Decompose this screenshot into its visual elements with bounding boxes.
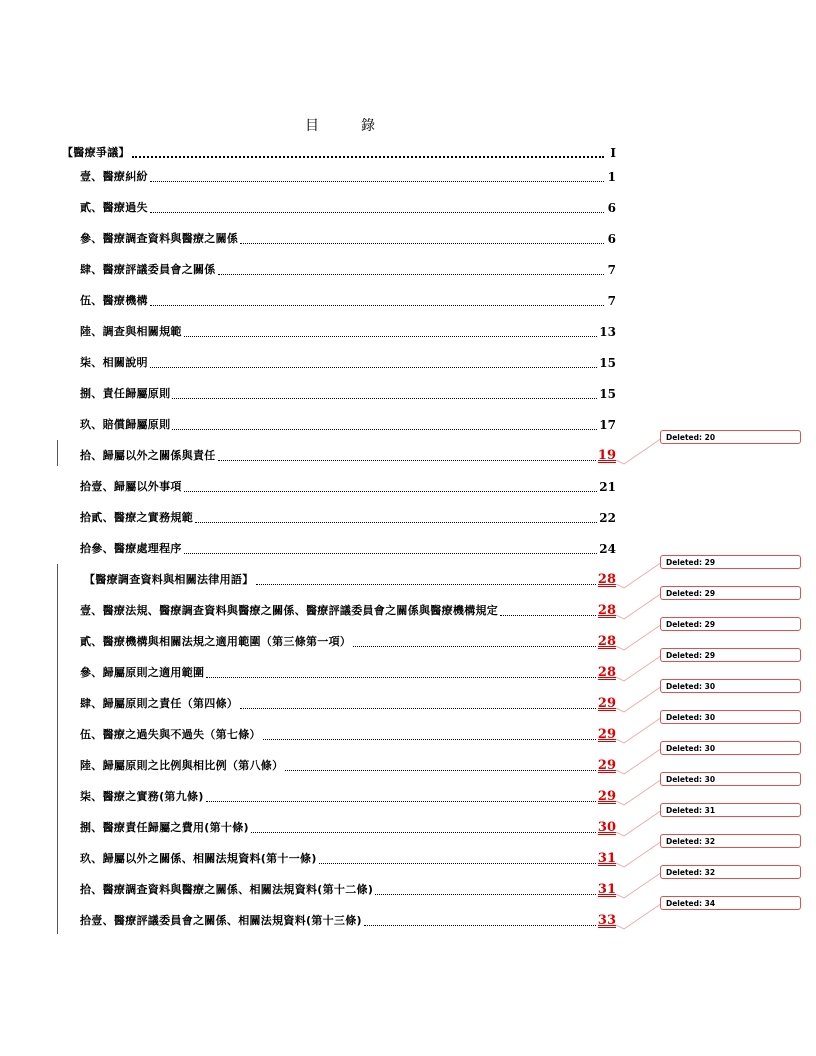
comment-balloon[interactable]: Deleted: 29 bbox=[660, 617, 801, 631]
toc-entry-label: 參、歸屬原則之適用範圍 bbox=[80, 666, 205, 679]
toc-entry-label: 肆、歸屬原則之責任（第四條） bbox=[80, 697, 239, 710]
toc-entry-page: 22 bbox=[599, 511, 616, 525]
toc-entry-label: 拾參、醫療處理程序 bbox=[80, 542, 182, 555]
comment-balloon[interactable]: Deleted: 20 bbox=[660, 430, 801, 444]
toc-entry-page-changed: 28 bbox=[597, 572, 616, 587]
toc-entry-page-changed: 30 bbox=[597, 820, 616, 835]
comment-balloon[interactable]: Deleted: 30 bbox=[660, 772, 801, 786]
toc-entry-label: 伍、醫療之過失與不過失（第七條） bbox=[80, 728, 261, 741]
comment-balloon[interactable]: Deleted: 32 bbox=[660, 865, 801, 879]
toc-entry-page: 15 bbox=[599, 356, 616, 370]
toc-entry-page-changed: 29 bbox=[597, 696, 616, 711]
comment-balloon[interactable]: Deleted: 31 bbox=[660, 803, 801, 817]
toc-entry-page-changed: 28 bbox=[597, 603, 616, 618]
toc-entry-label: 壹、醫療法規、醫療調查資料與醫療之關係、醫療評議委員會之關係與醫療機構規定 bbox=[80, 604, 499, 617]
toc-entry-label: 陸、調查與相關規範 bbox=[80, 325, 182, 338]
toc-entry-page: 13 bbox=[599, 325, 616, 339]
comment-balloon[interactable]: Deleted: 29 bbox=[660, 648, 801, 662]
toc-entry-label: 【醫療調查資料與相關法律用語】 bbox=[84, 573, 254, 586]
toc-entry-page-changed: 33 bbox=[597, 913, 616, 928]
toc-entry-label: 捌、責任歸屬原則 bbox=[80, 387, 171, 400]
toc-entry-page: 17 bbox=[599, 418, 616, 432]
toc-entry-page-changed: 28 bbox=[597, 665, 616, 680]
comment-balloon[interactable]: Deleted: 34 bbox=[660, 896, 801, 910]
toc-entry-label: 肆、醫療評議委員會之關係 bbox=[80, 263, 216, 276]
toc-entry-page-changed: 29 bbox=[597, 758, 616, 773]
toc-entry-label: 玖、歸屬以外之關係、相關法規資料(第十一條) bbox=[80, 852, 317, 865]
toc-entry-label: 捌、醫療責任歸屬之費用(第十條) bbox=[80, 821, 249, 834]
toc-entry-page: I bbox=[610, 146, 616, 160]
comment-balloon[interactable]: Deleted: 29 bbox=[660, 555, 801, 569]
comment-balloon[interactable]: Deleted: 30 bbox=[660, 741, 801, 755]
toc-entry-label: 貳、醫療過失 bbox=[80, 201, 148, 214]
toc-entry-page-changed: 31 bbox=[597, 851, 616, 866]
toc-entry-label: 參、醫療調查資料與醫療之關係 bbox=[80, 232, 239, 245]
toc-entry-page: 7 bbox=[607, 294, 616, 308]
toc-entry-page-changed: 28 bbox=[597, 634, 616, 649]
toc-entry-page: 1 bbox=[607, 170, 616, 184]
toc-entry-label: 壹、醫療糾紛 bbox=[80, 170, 148, 183]
comment-balloon[interactable]: Deleted: 32 bbox=[660, 834, 801, 848]
toc-title: 目 錄 bbox=[305, 118, 389, 134]
toc-entry-label: 柒、相關說明 bbox=[80, 356, 148, 369]
toc-entry-label: 貳、醫療機構與相關法規之適用範圍（第三條第一項） bbox=[80, 635, 352, 648]
toc-entry-label: 拾壹、歸屬以外事項 bbox=[80, 480, 182, 493]
toc-entry-label: 拾、醫療調查資料與醫療之關係、相關法規資料(第十二條) bbox=[80, 883, 374, 896]
toc-entry-page-changed: 19 bbox=[597, 448, 616, 463]
toc-entry-page: 21 bbox=[599, 480, 616, 494]
toc-entry-label: 玖、賠償歸屬原則 bbox=[80, 418, 171, 431]
toc-entry-page-changed: 31 bbox=[597, 882, 616, 897]
comment-balloon[interactable]: Deleted: 30 bbox=[660, 710, 801, 724]
toc-entry-page: 7 bbox=[607, 263, 616, 277]
toc-entry-label: 拾壹、醫療評議委員會之關係、相關法規資料(第十三條) bbox=[80, 914, 362, 927]
comment-balloon[interactable]: Deleted: 29 bbox=[660, 586, 801, 600]
toc-entry-page-changed: 29 bbox=[597, 727, 616, 742]
toc-entry-page: 6 bbox=[607, 201, 616, 215]
toc-entry-label: 柒、醫療之實務(第九條) bbox=[80, 790, 204, 803]
toc-entry-page: 24 bbox=[599, 542, 616, 556]
toc-entry-label: 【醫療爭議】 bbox=[62, 146, 130, 159]
toc-entry-label: 陸、歸屬原則之比例與相比例（第八條） bbox=[80, 759, 284, 772]
toc-entry-label: 拾貳、醫療之實務規範 bbox=[80, 511, 193, 524]
toc-entry-label: 伍、醫療機構 bbox=[80, 294, 148, 307]
toc-entry-page-changed: 29 bbox=[597, 789, 616, 804]
toc-entry-label: 拾、歸屬以外之關係與責任 bbox=[80, 449, 216, 462]
comment-balloon[interactable]: Deleted: 30 bbox=[660, 679, 801, 693]
toc-entry-page: 6 bbox=[607, 232, 616, 246]
toc-entry-page: 15 bbox=[599, 387, 616, 401]
